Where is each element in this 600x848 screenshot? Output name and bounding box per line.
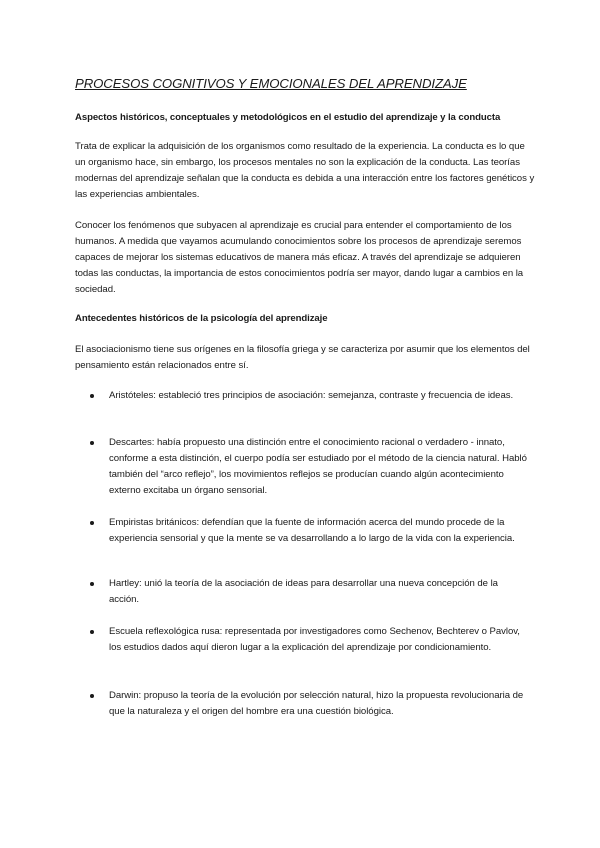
list-item-text: Aristóteles: estableció tres principios de asociación: semejanza, contraste y frecuencia de ideas. [109,390,514,401]
bullet-dot-icon [90,630,94,634]
list-item-text: Escuela reflexológica rusa: representada por investigadores como Sechenov, Bechterev o Pavlov, los estudios dados aquí dieron lugar a la explicación del aprendizaje por condicionamiento. [109,626,520,653]
section-heading-aspectos: Aspectos históricos, conceptuales y metodológicos en el estudio del aprendizaje y la conducta [75,112,501,123]
bullet-dot-icon [90,394,94,398]
section-heading-antecedentes: Antecedentes históricos de la psicología del aprendizaje [75,313,328,324]
list-item-text: Empiristas británicos: defendían que la fuente de información acerca del mundo procede de la experiencia sensorial y que la mente se va desarrollando a lo largo de la vida con la experiencia. [109,517,515,544]
bullet-dot-icon [90,694,94,698]
paragraph-importancia: Conocer los fenómenos que subyacen al aprendizaje es crucial para entender el comportamiento de los humanos. A medida que vayamos acumulando conocimientos sobre los procesos de aprendizaje seremos capaces de mejorar los sistemas educativos de manera más eficaz. A través del aprendizaje se adquieren todas las conductas, la importancia de estos conocimientos podría ser mayor, dando lugar a cambios en la sociedad. [75,220,524,295]
paragraph-asociacionismo: El asociacionismo tiene sus orígenes en la filosofía griega y se caracteriza por asumir que los elementos del pensamiento están relacionados entre sí. [75,344,530,371]
list-item-text: Descartes: había propuesto una distinción entre el conocimiento racional o verdadero - innato, conforme a esta distinción, el cuerpo podía ser estudiado por el método de la ciencia natural. Habló también del “arco reflejo”, los movimientos reflejos se producían cuando algún acontecimiento externo excitaba un órgano sensorial. [109,437,527,496]
bullet-dot-icon [90,582,94,586]
paragraph-definicion: Trata de explicar la adquisición de los organismos como resultado de la experiencia. La conducta es lo que un organismo hace, sin embargo, los procesos mentales no son la explicación de la conducta. Las teorías modernas del aprendizaje señalan que la conducta es debida a una interacción entre los factores genéticos y las experiencias ambientales. [75,141,535,200]
bullet-dot-icon [90,521,94,525]
bullet-dot-icon [90,441,94,445]
document-title: PROCESOS COGNITIVOS Y EMOCIONALES DEL APRENDIZAJE [75,76,467,91]
list-item-text: Darwin: propuso la teoría de la evolución por selección natural, hizo la propuesta revolucionaria de que la naturaleza y el origen del hombre era una cuestión biológica. [109,690,524,717]
list-item-text: Hartley: unió la teoría de la asociación de ideas para desarrollar una nueva concepción de la acción. [109,578,498,605]
